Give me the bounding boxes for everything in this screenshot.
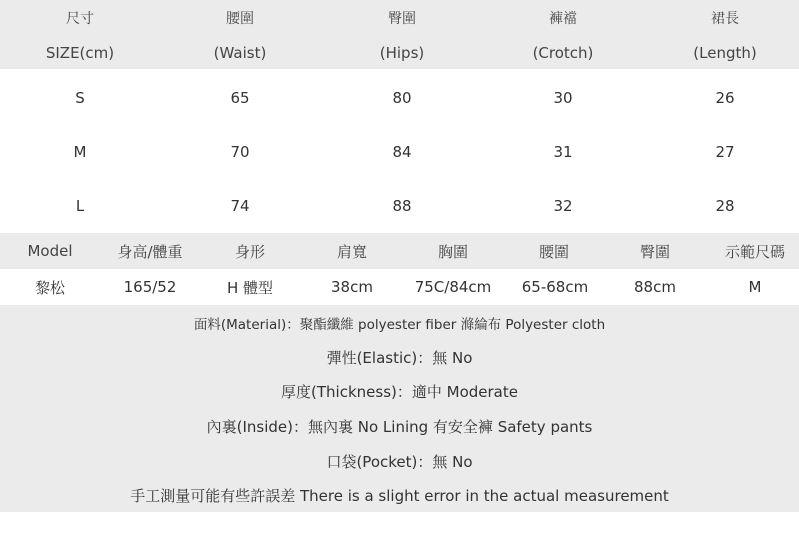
model-header-hips: 臀圍 xyxy=(639,242,670,261)
size-header-size-en: SIZE(cm) xyxy=(45,44,115,62)
size-cell: M xyxy=(73,143,87,161)
model-waist: 65-68cm xyxy=(521,278,589,296)
model-header-body-type: 身形 xyxy=(234,242,265,261)
inside-note: 內裏(Inside)：無內裏 No Lining 有安全褲 Safety pants xyxy=(206,417,593,436)
waist-cell: 70 xyxy=(230,143,250,161)
model-table-body xyxy=(0,269,799,305)
size-header-length-en: (Length) xyxy=(693,44,757,62)
measurement-error-note: 手工測量可能有些許誤差 There is a slight error in the actual measurement xyxy=(130,486,669,505)
table-row xyxy=(0,83,799,113)
model-header-row xyxy=(0,236,799,266)
length-cell: 27 xyxy=(715,143,735,161)
pocket-note: 口袋(Pocket)：無 No xyxy=(326,452,473,471)
size-header-size-cn: 尺寸 xyxy=(66,11,94,27)
size-header-en-row xyxy=(0,38,799,68)
size-header-waist-cn: 腰圍 xyxy=(226,11,254,27)
model-header-model: Model xyxy=(27,242,73,260)
size-table-header xyxy=(0,0,799,69)
model-header-height-weight: 身高/體重 xyxy=(117,242,183,261)
model-size: M xyxy=(748,278,762,296)
size-header-hips-cn: 臀圍 xyxy=(388,11,416,27)
size-cell: S xyxy=(75,89,85,107)
size-cell: L xyxy=(75,197,85,215)
model-header-size: 示範尺碼 xyxy=(724,242,785,261)
model-table-header xyxy=(0,233,799,269)
size-header-cn-row xyxy=(0,3,799,33)
product-notes xyxy=(0,305,799,512)
model-hips: 88cm xyxy=(634,278,676,296)
size-header-length-cn: 裙長 xyxy=(711,11,739,27)
crotch-cell: 32 xyxy=(553,197,573,215)
waist-cell: 65 xyxy=(230,89,250,107)
model-bust: 75C/84cm xyxy=(414,278,492,296)
elastic-note: 彈性(Elastic)：無 No xyxy=(326,348,473,367)
crotch-cell: 31 xyxy=(553,143,573,161)
table-row xyxy=(0,272,799,302)
size-table-body xyxy=(0,69,799,233)
hips-cell: 80 xyxy=(392,89,412,107)
length-cell: 28 xyxy=(715,197,735,215)
size-header-crotch-en: (Crotch) xyxy=(532,44,594,62)
material-note: 面料(Material)：聚酯纖維 polyester fiber 滌綸布 Polyester cloth xyxy=(193,317,606,333)
table-row xyxy=(0,137,799,167)
model-header-shoulder: 肩寬 xyxy=(336,242,367,261)
model-body-type: H 體型 xyxy=(226,278,274,297)
model-shoulder: 38cm xyxy=(331,278,373,296)
length-cell: 26 xyxy=(715,89,735,107)
model-height-weight: 165/52 xyxy=(123,278,177,296)
waist-cell: 74 xyxy=(230,197,250,215)
thickness-note: 厚度(Thickness)：適中 Moderate xyxy=(281,382,518,401)
hips-cell: 88 xyxy=(392,197,412,215)
model-header-waist: 腰圍 xyxy=(538,242,569,261)
size-header-crotch-cn: 褲襠 xyxy=(549,11,577,27)
model-name: 黎松 xyxy=(34,278,65,297)
size-header-waist-en: (Waist) xyxy=(213,44,267,62)
size-header-hips-en: (Hips) xyxy=(379,44,425,62)
hips-cell: 84 xyxy=(392,143,412,161)
model-header-bust: 胸圍 xyxy=(437,242,468,261)
crotch-cell: 30 xyxy=(553,89,573,107)
table-row xyxy=(0,191,799,221)
